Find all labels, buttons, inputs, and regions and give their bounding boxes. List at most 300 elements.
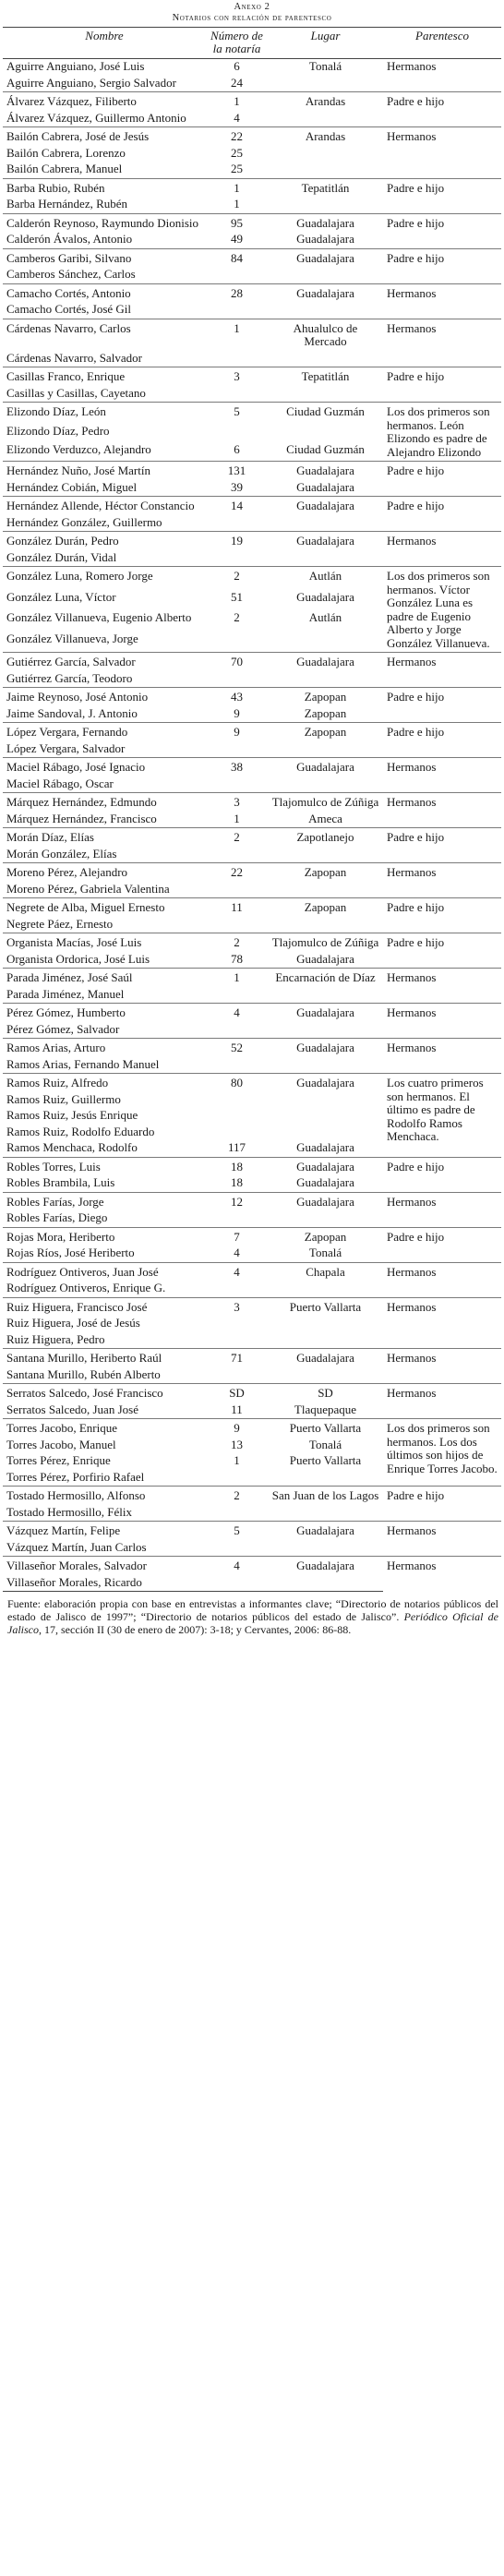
notary-number-cell: 51 [231,589,243,604]
notary-number-cell [206,1281,268,1297]
notary-name-cell: López Vergara, Salvador [6,740,126,755]
table-row [3,1157,501,1175]
notary-name-cell: Gutiérrez García, Salvador [3,653,206,671]
place-cell: Puerto Vallarta [289,1453,362,1467]
place-cell [268,267,383,283]
notary-name-cell: Pérez Gómez, Salvador [6,1021,120,1036]
notary-name-cell: Calderón Reynoso, Raymundo Dionisio [3,213,206,232]
notary-name-cell: Jaime Sandoval, J. Antonio [6,705,138,720]
place-cell [268,847,383,863]
place-cell: Guadalajara [268,1192,383,1210]
place-cell [268,1125,383,1141]
place-cell [268,1022,383,1039]
place-cell: Zapopan [268,898,383,917]
notary-number-cell: 71 [206,1349,268,1367]
place-cell [268,987,383,1004]
notary-number-cell: 28 [206,283,268,302]
notary-number-cell [206,671,268,688]
notary-name-cell: Negrete Páez, Ernesto [6,916,114,931]
notary-number-cell [206,1057,268,1074]
relationship-cell: Hermanos [383,532,501,567]
notary-number-cell: 1 [206,969,268,987]
table-row [3,1349,501,1367]
relationship-cell: Padre e hijo [383,898,501,933]
notary-name-cell: Rodríguez Ontiveros, Juan José [3,1262,206,1281]
table-row [3,1487,501,1505]
notary-number-cell [206,1108,268,1125]
place-cell: Tonalá [308,1437,342,1451]
notary-number-cell: 9 [206,723,268,741]
notary-name-cell: Elizondo Díaz, León [3,403,206,424]
notary-number-cell [206,267,268,283]
notary-name-cell: Parada Jiménez, Manuel [6,986,125,1001]
notary-name-cell: Robles Farías, Jorge [3,1192,206,1210]
relationship-cell: Padre e hijo [383,688,501,723]
notary-number-cell: 49 [231,232,243,246]
table-row [3,1004,501,1022]
place-cell [268,1210,383,1227]
notary-number-cell: 6 [234,59,240,73]
table-body [3,59,501,1592]
column-header-number: Número de la notaría [206,28,268,59]
place-cell [268,424,383,442]
notary-name-cell: Negrete de Alba, Miguel Ernesto [3,898,206,917]
place-cell: Guadalajara [268,532,383,550]
place-cell: Tepatitlán [268,367,383,386]
place-cell [268,917,383,933]
notary-number-cell: 1 [206,92,268,111]
notary-number-cell: 117 [227,1140,246,1154]
notary-name-cell: Serratos Salcedo, Juan José [6,1402,138,1416]
table-row [3,969,501,987]
notary-number-cell [206,1367,268,1384]
notary-name-cell: Camacho Cortés, Antonio [3,283,206,302]
relationship-cell: Los dos primeros son hermanos. León Elizondo es padre de Alejandro Elizondo [383,403,501,462]
place-cell: Tlajomulco de Zúñiga [268,793,383,812]
place-cell: Tonalá [308,59,342,73]
notary-number-cell: 39 [231,479,243,494]
place-cell: Guadalajara [268,1557,383,1575]
notary-name-cell: Ramos Ruiz, Rodolfo Eduardo [6,1124,155,1138]
notary-name-cell: Torres Pérez, Porfirio Rafael [6,1469,145,1484]
place-cell: Autlán [308,610,342,625]
table-row [3,1039,501,1057]
place-cell: Guadalajara [296,232,354,246]
notary-name-cell: Ramos Menchaca, Rodolfo [6,1140,138,1154]
notary-name-cell: Ramos Arias, Arturo [3,1039,206,1057]
place-cell [268,197,383,213]
place-cell: Tonalá [308,1246,342,1259]
notary-number-cell: 4 [234,110,240,125]
notary-name-cell: Rodríguez Ontiveros, Enrique G. [6,1281,166,1294]
place-cell: Autlán [268,567,383,590]
notary-number-cell: 2 [206,828,268,847]
table-row [3,1074,501,1092]
notary-number-cell: 78 [231,951,243,966]
place-cell: Tlajomulco de Zúñiga [268,933,383,952]
notary-name-cell: Ramos Ruiz, Alfredo [3,1074,206,1092]
table-row [3,933,501,952]
relationship-cell: Padre e hijo [383,178,501,213]
notary-name-cell: Cárdenas Navarro, Salvador [6,350,142,365]
notary-name-cell: Pérez Gómez, Humberto [3,1004,206,1022]
notary-name-cell: Santana Murillo, Rubén Alberto [6,1366,161,1381]
notaries-table [3,27,501,1592]
notary-name-cell: Bailón Cabrera, José de Jesús [3,127,206,146]
place-cell: Puerto Vallarta [268,1297,383,1316]
relationship-cell: Padre e hijo [383,933,501,969]
notary-number-cell: 19 [206,532,268,550]
notary-number-cell: 4 [206,1557,268,1575]
place-cell: Guadalajara [268,462,383,480]
notary-name-cell: González Luna, Víctor [6,589,116,604]
column-header-place: Lugar [268,28,383,59]
place-cell [268,302,383,319]
relationship-cell: Hermanos [383,863,501,898]
notary-name-cell: Villaseñor Morales, Ricardo [3,1575,206,1592]
table-row [3,898,501,917]
notary-number-cell: 12 [206,1192,268,1210]
notary-name-cell: Robles Brambila, Luis [6,1175,115,1189]
notary-name-cell: González Villanueva, Eugenio Alberto [6,610,192,625]
notary-number-cell [206,741,268,758]
table-row [3,1384,501,1402]
relationship-cell: Hermanos [383,127,501,179]
notary-number-cell [206,1125,268,1141]
place-cell: Zapopan [268,723,383,741]
notary-number-cell: 6 [234,441,240,456]
notary-number-cell [206,302,268,319]
relationship-cell: Hermanos [383,969,501,1004]
notary-number-cell: 3 [206,793,268,812]
notary-number-cell [206,386,268,403]
table-row [3,1419,501,1438]
notary-number-cell: 43 [206,688,268,706]
table-title: Notarios con relación de parentesco [172,13,332,23]
notary-name-cell: Gutiérrez García, Teodoro [6,670,133,685]
notary-number-cell: 11 [206,898,268,917]
notary-number-cell: 4 [234,1246,240,1259]
notary-number-cell: 1 [206,178,268,197]
table-row [3,793,501,812]
annex-label: Anexo 2 [234,2,270,12]
relationship-cell: Hermanos [383,793,501,828]
place-cell [268,162,383,178]
notary-number-cell: 1 [206,319,268,351]
table-row [3,1262,501,1281]
place-cell [268,1470,383,1487]
table-row [3,92,501,111]
notary-name-cell: Hernández Nuño, José Martín [3,462,206,480]
relationship-cell: Hermanos [383,1522,501,1557]
relationship-cell: Hermanos [383,283,501,319]
relationship-cell: Padre e hijo [383,92,501,127]
notary-number-cell: 3 [206,367,268,386]
table-row [3,688,501,706]
notary-name-cell: Torres Pérez, Enrique [6,1453,111,1467]
notary-number-cell: 95 [206,213,268,232]
relationship-cell: Padre e hijo [383,1157,501,1192]
notary-number-cell [206,424,268,442]
relationship-cell: Hermanos [383,1039,501,1074]
source-note [7,1597,498,1636]
place-cell: Ahualulco de Mercado [268,319,383,351]
notary-name-cell: Moreno Pérez, Alejandro [3,863,206,882]
notary-name-cell: Camberos Sánchez, Carlos [6,267,136,281]
notary-name-cell: Rojas Ríos, José Heriberto [6,1246,135,1259]
relationship-cell: Hermanos [383,758,501,793]
relationship-cell: Hermanos [383,1297,501,1349]
place-cell [268,351,383,367]
place-cell [268,1281,383,1297]
table-row [3,213,501,232]
place-cell: Guadalajara [268,1157,383,1175]
place-cell: Guadalajara [296,1140,354,1154]
notary-name-cell: Camacho Cortés, José Gil [6,302,132,316]
notary-name-cell: González Luna, Romero Jorge [3,567,206,590]
notary-number-cell [206,515,268,532]
relationship-cell: Hermanos [383,653,501,688]
notary-name-cell: Tostado Hermosillo, Félix [6,1504,132,1519]
notary-name-cell: Morán Díaz, Elías [3,828,206,847]
relationship-cell: Padre e hijo [383,248,501,283]
place-cell: Zapotlanejo [268,828,383,847]
notary-number-cell: 14 [206,497,268,515]
notary-name-cell: Bailón Cabrera, Manuel [6,162,123,175]
place-cell [268,111,383,127]
notary-name-cell: González Durán, Vidal [6,549,117,564]
relationship-cell: Los dos primeros son hermanos. Los dos últimos son hijos de Enrique Torres Jacobo. [383,1419,501,1487]
notary-number-cell: 131 [206,462,268,480]
place-cell: Tlaquepaque [294,1402,357,1416]
notary-number-cell: 7 [206,1227,268,1246]
relationship-cell: Padre e hijo [383,828,501,863]
table-row [3,828,501,847]
notary-number-cell: 18 [231,1175,243,1189]
notary-name-cell: López Vergara, Fernando [3,723,206,741]
notary-name-cell: Aguirre Anguiano, Sergio Salvador [6,75,176,90]
place-cell: Zapopan [268,1227,383,1246]
table-row [3,59,501,76]
notary-name-cell: Moreno Pérez, Gabriela Valentina [6,881,170,896]
place-cell: Guadalajara [268,1349,383,1367]
notary-name-cell: Álvarez Vázquez, Filiberto [3,92,206,111]
relationship-cell: Hermanos [387,59,437,73]
place-cell [268,1316,383,1332]
place-cell [268,1505,383,1522]
place-cell: Guadalajara [268,1039,383,1057]
notary-number-cell [206,1332,268,1349]
notary-number-cell: 84 [206,248,268,267]
relationship-cell: Los cuatro primeros son hermanos. El último es padre de Rodolfo Ramos Menchaca. [383,1074,501,1158]
notary-number-cell: 52 [206,1039,268,1057]
table-row [3,1522,501,1540]
place-cell: Guadalajara [296,1175,354,1189]
notary-number-cell: 18 [206,1157,268,1175]
notary-number-cell: 38 [206,758,268,776]
place-cell: SD [268,1384,383,1402]
place-cell [268,776,383,793]
place-cell: Puerto Vallarta [268,1419,383,1438]
place-cell: Guadalajara [268,1522,383,1540]
place-cell: Guadalajara [268,283,383,302]
notary-number-cell [206,1470,268,1487]
relationship-cell: Padre e hijo [383,723,501,758]
table-row [3,1297,501,1316]
notary-name-cell: Parada Jiménez, José Saúl [3,969,206,987]
notary-name-cell: Ruiz Higuera, Francisco José [3,1297,206,1316]
notary-number-cell [206,1316,268,1332]
place-cell: San Juan de los Lagos [268,1487,383,1505]
notary-number-cell [206,882,268,898]
place-cell [268,515,383,532]
notary-number-cell [206,987,268,1004]
notary-name-cell: Robles Torres, Luis [3,1157,206,1175]
table-row [3,723,501,741]
relationship-cell: Padre e hijo [383,1487,501,1522]
notary-name-cell: Márquez Hernández, Edmundo [3,793,206,812]
place-cell [268,1575,383,1592]
place-cell: Ciudad Guzmán [286,441,365,456]
notary-number-cell [206,550,268,567]
notary-name-cell: Elizondo Verduzco, Alejandro [6,441,151,456]
place-cell [268,1540,383,1557]
source-text-end: , 17, sección II (30 de enero de 2007): 3-18; y Cervantes, 2006: 86-88. [39,1623,352,1636]
notary-name-cell: Ramos Arias, Fernando Manuel [6,1056,160,1071]
notary-name-cell: Hernández Cobián, Miguel [6,479,138,494]
notary-number-cell: 24 [231,75,243,90]
notary-name-cell: Barba Rubio, Rubén [3,178,206,197]
notary-name-cell: Organista Macías, José Luis [3,933,206,952]
notary-name-cell: Torres Jacobo, Enrique [3,1419,206,1438]
notary-name-cell: Hernández Allende, Héctor Constancio [3,497,206,515]
notary-name-cell: Villaseñor Morales, Salvador [3,1557,206,1575]
place-cell: Guadalajara [268,1074,383,1092]
notary-name-cell: Torres Jacobo, Manuel [6,1437,116,1451]
notary-number-cell [206,1210,268,1227]
table-row [3,567,501,590]
notary-number-cell [206,917,268,933]
notary-number-cell [206,351,268,367]
notary-name-cell: Vázquez Martín, Juan Carlos [6,1539,147,1554]
notary-name-cell: Morán González, Elías [6,846,117,861]
relationship-cell: Padre e hijo [383,213,501,248]
relationship-cell: Hermanos [383,1004,501,1039]
notary-number-cell: 1 [234,197,240,211]
relationship-cell: Padre e hijo [383,1227,501,1262]
relationship-cell: Hermanos [383,1262,501,1297]
notary-number-cell [206,847,268,863]
relationship-cell: Padre e hijo [383,462,501,497]
notary-name-cell: Álvarez Vázquez, Guillermo Antonio [6,110,186,125]
table-row [3,1192,501,1210]
source-text: Fuente: elaboración propia con base en entrevistas a informantes clave; “Directorio de notarios públicos del estado de Jalisco de 1997”; “Directorio de notarios públicos del estado de Jalisco”. [7,1597,498,1623]
notary-name-cell: Jaime Reynoso, José Antonio [3,688,206,706]
notary-number-cell: 25 [231,162,243,175]
table-row [3,319,501,351]
place-cell [268,386,383,403]
notary-name-cell: Robles Farías, Diego [6,1210,108,1224]
notary-number-cell: 1 [234,1453,240,1467]
place-cell: Encarnación de Díaz [268,969,383,987]
notary-name-cell: Maciel Rábago, Oscar [6,776,114,790]
notary-number-cell: 22 [206,127,268,146]
table-row [3,1557,501,1575]
notary-name-cell: Casillas Franco, Enrique [3,367,206,386]
place-cell: Chapala [268,1262,383,1281]
notary-number-cell [206,1540,268,1557]
table-row [3,1227,501,1246]
notary-name-cell: Márquez Hernández, Francisco [6,811,157,825]
notary-name-cell: Aguirre Anguiano, José Luis [6,59,145,73]
place-cell: Guadalajara [268,497,383,515]
table-row [3,403,501,424]
table-row [3,283,501,302]
notary-number-cell: 1 [234,811,240,825]
place-cell [268,671,383,688]
table-row [3,497,501,515]
source-journal: Periódico Oficial de Jalisco [7,1610,498,1636]
column-header-name: Nombre [3,28,206,59]
place-cell [268,1108,383,1125]
place-cell: Guadalajara [268,758,383,776]
notary-number-cell [206,1022,268,1039]
place-cell [268,1332,383,1349]
notary-number-cell [206,1092,268,1109]
table-row [3,863,501,882]
table-row [3,462,501,480]
relationship-cell: Padre e hijo [383,497,501,532]
notary-number-cell: 5 [206,403,268,424]
notary-name-cell: Barba Hernández, Rubén [6,197,128,211]
notary-name-cell: Maciel Rábago, José Ignacio [3,758,206,776]
place-cell: Guadalajara [268,653,383,671]
notary-number-cell: 4 [206,1262,268,1281]
notary-number-cell: 70 [206,653,268,671]
place-cell [268,882,383,898]
notary-name-cell: Vázquez Martín, Felipe [3,1522,206,1540]
place-cell [268,1092,383,1109]
notary-number-cell: 2 [206,1487,268,1505]
notary-name-cell: Rojas Mora, Heriberto [3,1227,206,1246]
place-cell [268,1367,383,1384]
notary-name-cell: Hernández González, Guillermo [6,514,162,529]
table-row [3,532,501,550]
notary-number-cell: 9 [206,1419,268,1438]
notary-number-cell [206,1505,268,1522]
notary-number-cell: 11 [231,1402,243,1416]
place-cell [268,741,383,758]
notary-name-cell: Organista Ordorica, José Luis [6,951,150,966]
notary-name-cell: Serratos Salcedo, José Francisco [3,1384,206,1402]
notary-name-cell: Ramos Ruiz, Jesús Enrique [6,1108,138,1122]
table-row [3,178,501,197]
place-cell [268,550,383,567]
notary-name-cell: Elizondo Díaz, Pedro [6,423,110,438]
place-cell: Guadalajara [296,589,354,604]
place-cell [268,146,383,163]
notary-number-cell: SD [206,1384,268,1402]
place-cell [268,1057,383,1074]
table-row [3,653,501,671]
place-cell: Arandas [268,92,383,111]
notary-name-cell: Camberos Garibi, Silvano [3,248,206,267]
place-cell: Guadalajara [268,248,383,267]
notary-name-cell: Ruiz Higuera, Pedro [6,1331,105,1346]
place-cell: Zapopan [268,863,383,882]
notary-number-cell [206,632,268,653]
relationship-cell: Los dos primeros son hermanos. Víctor González Luna es padre de Eugenio Alberto y Jorge González Villanueva. [383,567,501,653]
